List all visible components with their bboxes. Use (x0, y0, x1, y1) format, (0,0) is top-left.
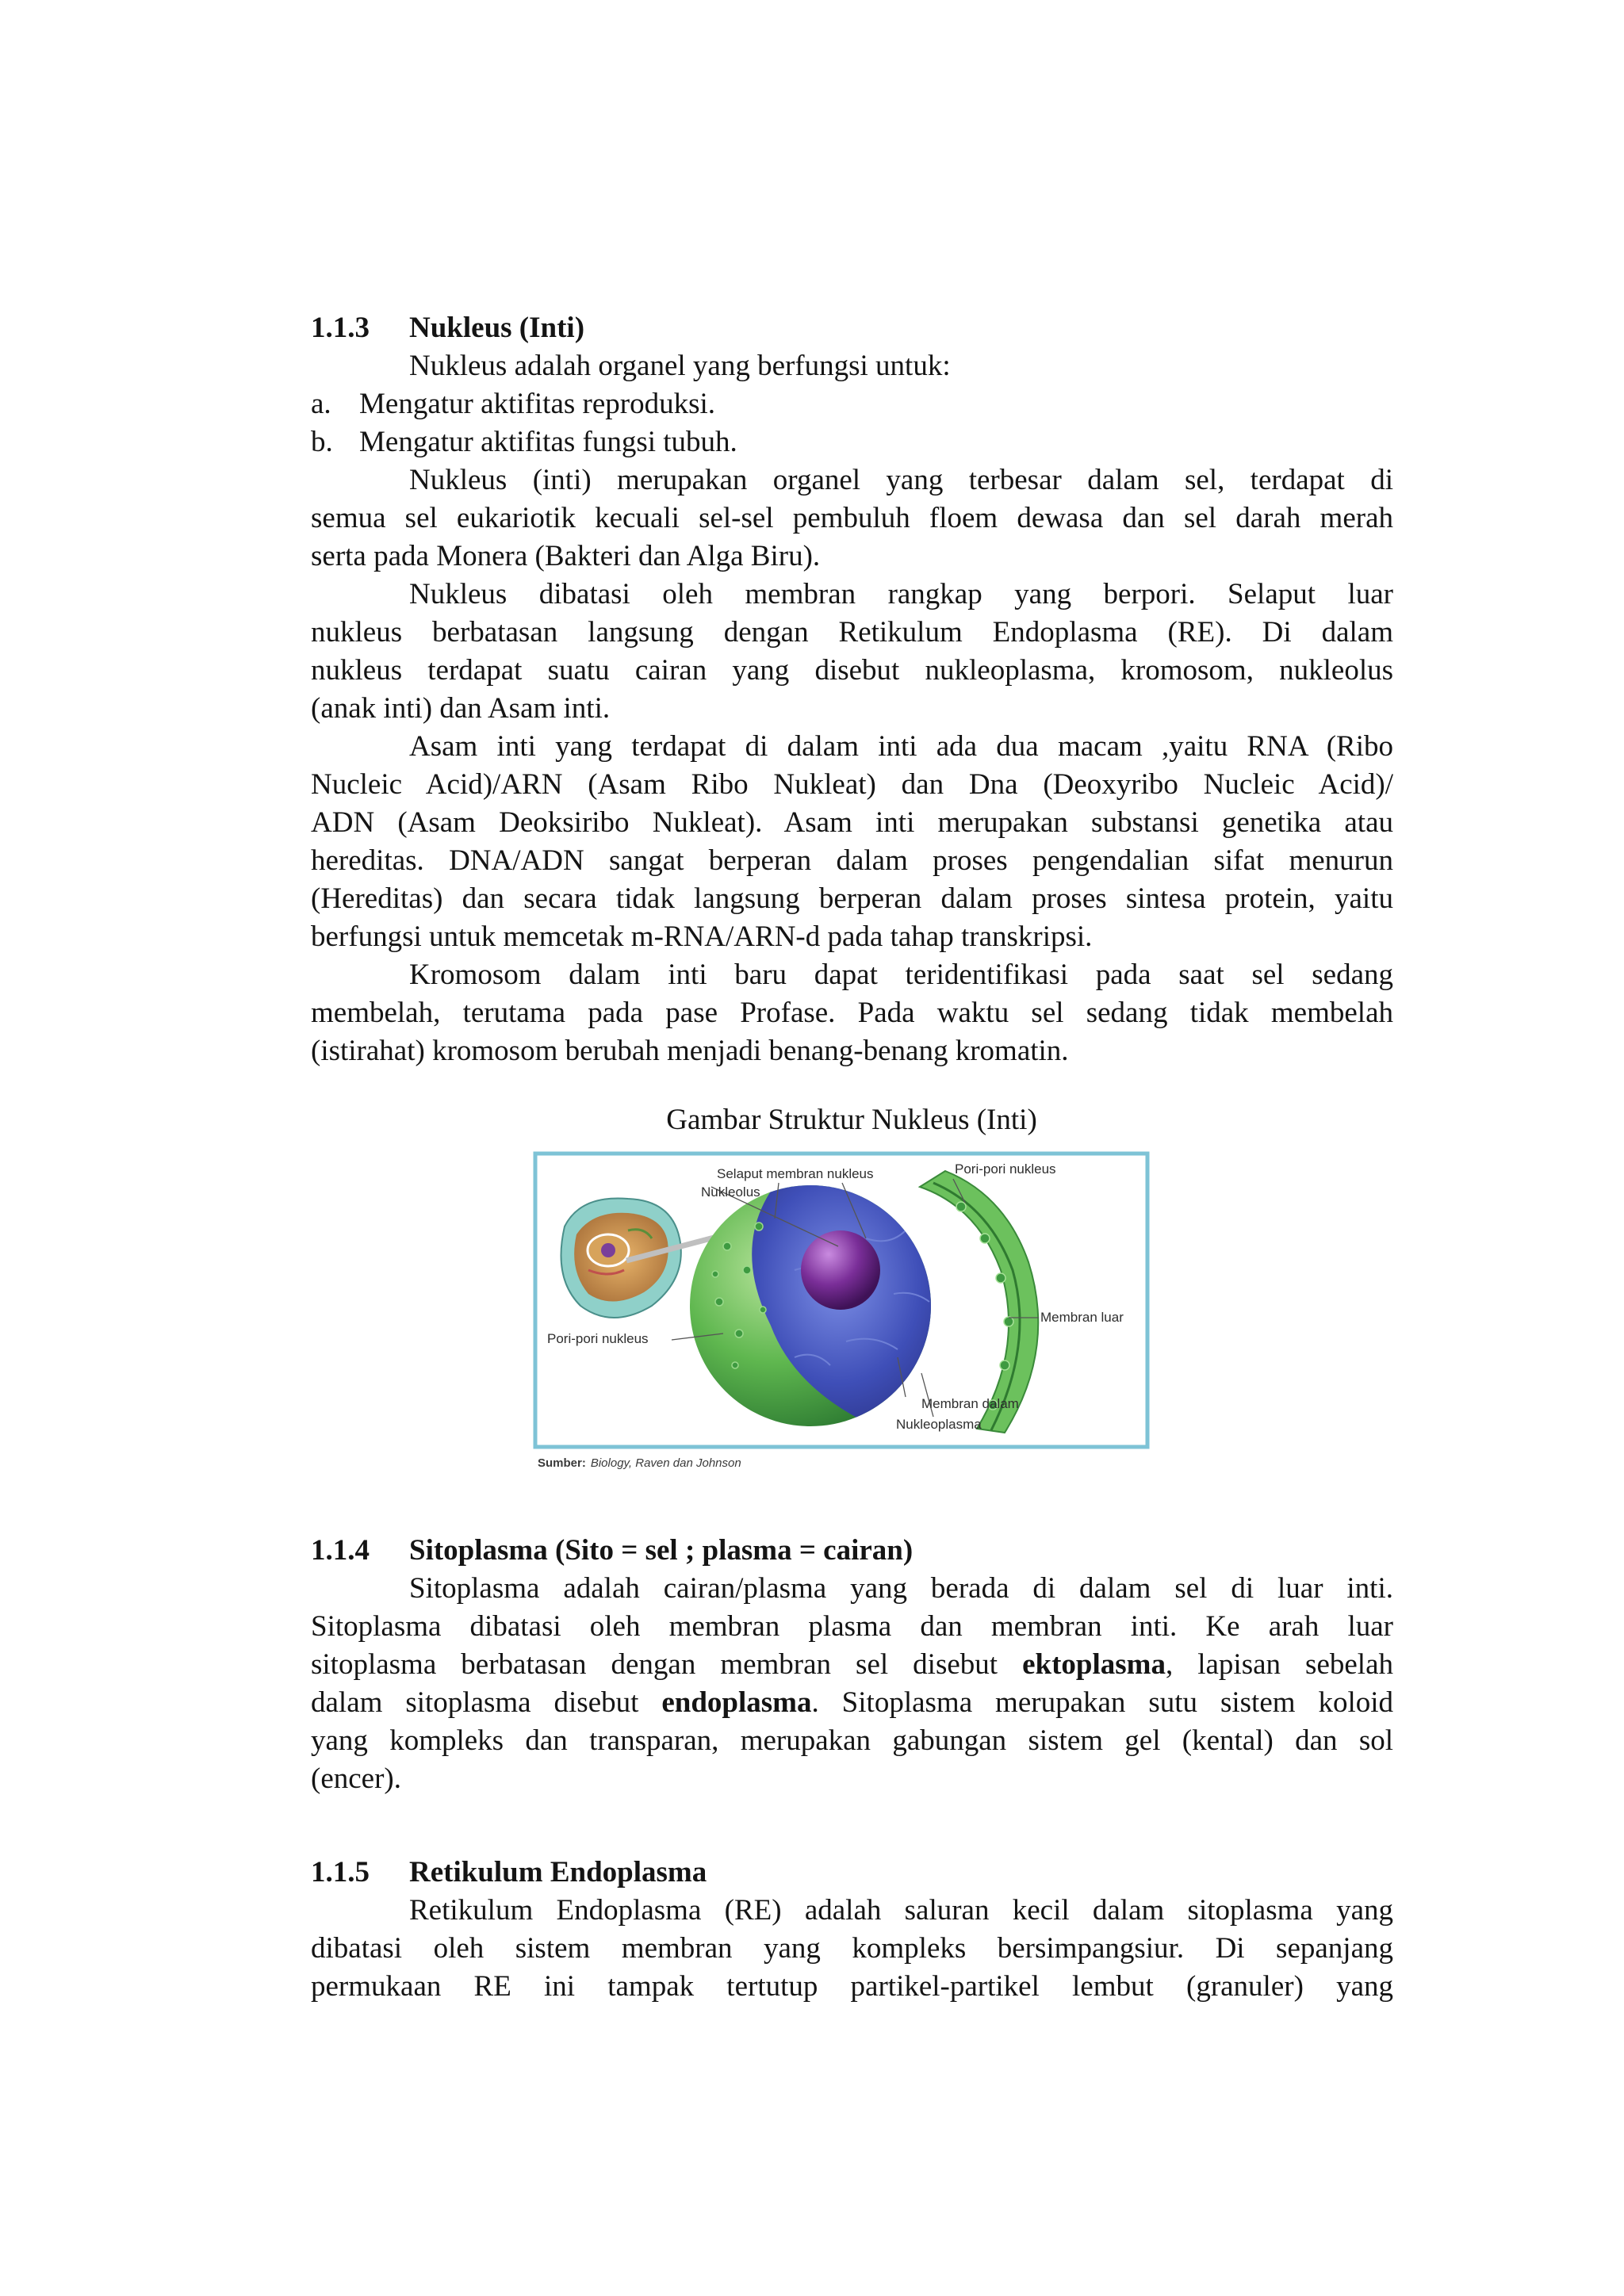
paragraph-line: permukaan RE ini tampak tertutup partikel-partikel lembut (granuler) yang (311, 1970, 1393, 2003)
section-title: Retikulum Endoplasma (409, 1856, 707, 1888)
source-text: Biology, Raven dan Johnson (590, 1456, 741, 1470)
paragraph-line: Sitoplasma dibatasi oleh membran plasma dan membran inti. Ke arah luar (311, 1610, 1393, 1643)
list-marker: a. (311, 388, 331, 420)
paragraph-line: Asam inti yang terdapat di dalam inti ada dua macam ,yaitu RNA (Ribo (409, 730, 1393, 763)
paragraph-line: berfungsi untuk memcetak m-RNA/ARN-d pada tahap transkripsi. (311, 920, 1093, 953)
section-heading-sitoplasma (311, 1532, 913, 1570)
list-text: Mengatur aktifitas reproduksi. (359, 388, 716, 420)
paragraph-line: Kromosom dalam inti baru dapat teridentifikasi pada saat sel sedang (409, 959, 1393, 991)
text-segment: dalam sitoplasma disebut (311, 1686, 662, 1719)
section-heading-nukleus (311, 309, 584, 347)
paragraph-line: nukleus terdapat suatu cairan yang disebut nukleoplasma, kromosom, nukleolus (311, 654, 1393, 687)
section-number: 1.1.5 (311, 1856, 370, 1888)
paragraph-line: (Hereditas) dan secara tidak langsung berperan dalam proses sintesa protein, yaitu (311, 882, 1393, 915)
section-title: Sitoplasma (Sito = sel ; plasma = cairan) (409, 1534, 914, 1567)
text-segment: . Sitoplasma merupakan sutu sistem koloid (811, 1686, 1394, 1719)
paragraph-line: Sitoplasma adalah cairan/plasma yang berada di dalam sel di luar inti. (409, 1572, 1393, 1605)
paragraph-line: (encer). (311, 1762, 401, 1795)
paragraph-line: Nucleic Acid)/ARN (Asam Ribo Nukleat) dan Dna (Deoxyribo Nucleic Acid)/ (311, 768, 1393, 801)
section-title: Nukleus (Inti) (409, 312, 585, 344)
label-nukleoplasma: Nukleoplasma (896, 1417, 982, 1432)
paragraph-line: Nukleus dibatasi oleh membran rangkap yang berpori. Selaput luar (409, 578, 1393, 610)
paragraph-line: hereditas. DNA/ADN sangat berperan dalam proses pengendalian sifat menurun (311, 844, 1393, 877)
label-pori-pori-top: Pori-pori nukleus (955, 1161, 1056, 1177)
paragraph-line: serta pada Monera (Bakteri dan Alga Biru). (311, 540, 821, 572)
list-marker: b. (311, 426, 333, 458)
nucleus-figure (533, 1151, 1150, 1476)
nucleus-diagram (533, 1151, 1150, 1476)
list-item (311, 385, 715, 423)
paragraph-line: nukleus berbatasan langsung dengan Retikulum Endoplasma (RE). Di dalam (311, 616, 1393, 649)
paragraph-line: Nukleus (inti) merupakan organel yang terbesar dalam sel, terdapat di (409, 464, 1393, 496)
label-selaput-membran: Selaput membran nukleus (717, 1166, 874, 1181)
intro-line: Nukleus adalah organel yang berfungsi untuk: (409, 350, 951, 382)
text-segment: sitoplasma berbatasan dengan membran sel disebut (311, 1648, 1023, 1681)
figure-caption: Gambar Struktur Nukleus (Inti) (666, 1104, 1037, 1136)
paragraph-line: ADN (Asam Deoksiribo Nukleat). Asam inti merupakan substansi genetika atau (311, 806, 1393, 839)
paragraph-line: membelah, terutama pada pase Profase. Pada waktu sel sedang tidak membelah (311, 997, 1393, 1029)
label-nukleolus: Nukleolus (701, 1184, 760, 1200)
paragraph-line: (anak inti) dan Asam inti. (311, 692, 611, 725)
list-item (311, 423, 737, 461)
label-pori-pori-left: Pori-pori nukleus (547, 1331, 649, 1346)
paragraph-line: dibatasi oleh sistem membran yang kompleks bersimpangsiur. Di sepanjang (311, 1932, 1393, 1965)
source-label: Sumber: (538, 1456, 586, 1470)
list-text: Mengatur aktifitas fungsi tubuh. (359, 426, 737, 458)
label-membran-dalam: Membran dalam (921, 1396, 1019, 1411)
paragraph-line (311, 1646, 1393, 1684)
term-endoplasma: endoplasma (661, 1686, 812, 1719)
section-number: 1.1.4 (311, 1534, 370, 1567)
paragraph-line (311, 1684, 1393, 1722)
paragraph-line: semua sel eukariotik kecuali sel-sel pembuluh floem dewasa dan sel darah merah (311, 502, 1393, 534)
paragraph-line: Retikulum Endoplasma (RE) adalah saluran kecil dalam sitoplasma yang (409, 1894, 1393, 1927)
label-membran-luar: Membran luar (1040, 1310, 1124, 1325)
section-heading-retikulum (311, 1854, 707, 1892)
section-number: 1.1.3 (311, 312, 370, 344)
text-segment: , lapisan sebelah (1165, 1648, 1393, 1681)
term-ektoplasma: ektoplasma (1022, 1648, 1166, 1681)
figure-source (538, 1456, 741, 1470)
paragraph-line: yang kompleks dan transparan, merupakan gabungan sistem gel (kental) dan sol (311, 1724, 1393, 1757)
paragraph-line: (istirahat) kromosom berubah menjadi benang-benang kromatin. (311, 1035, 1069, 1067)
